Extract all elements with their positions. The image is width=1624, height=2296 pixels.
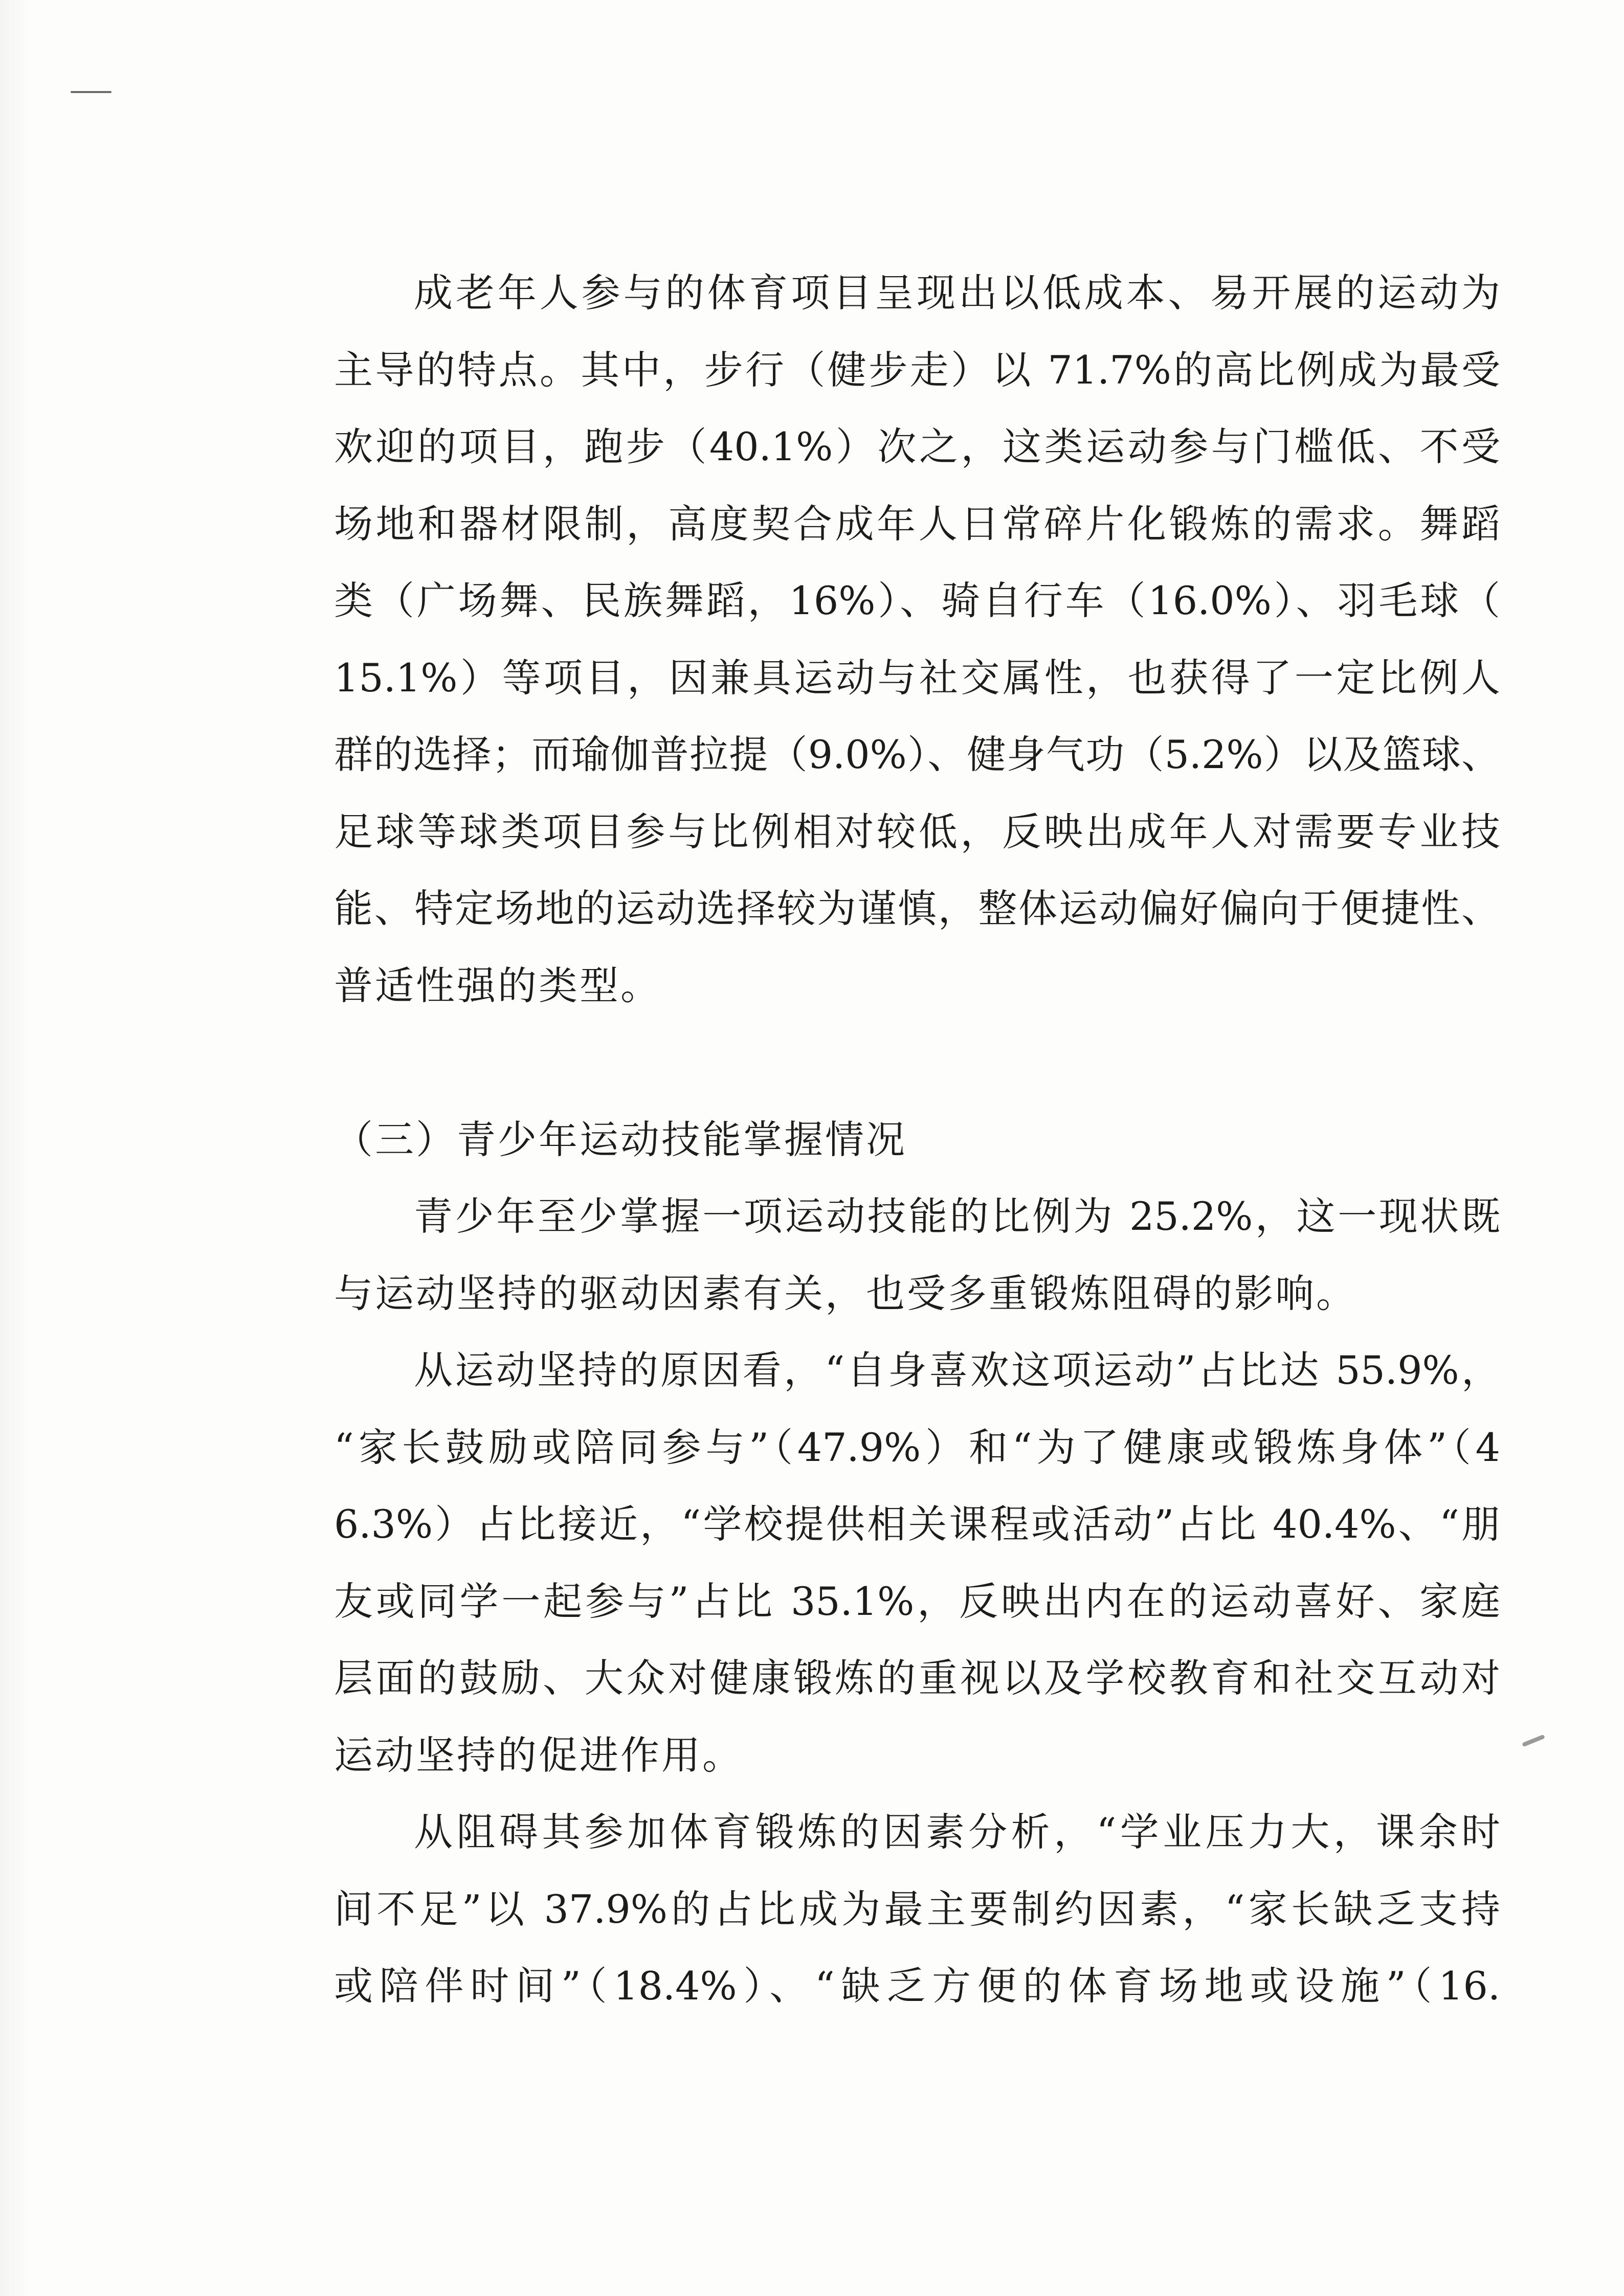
text-line: 成老年人参与的体育项目呈现出以低成本、易开展的运动为 <box>414 270 1500 316</box>
text-line: 层面的鼓励、大众对健康锻炼的重视以及学校教育和社交互动对 <box>334 1655 1500 1701</box>
text-line: 间不足”以 37.9%的占比成为最主要制约因素，“家长缺乏支持 <box>334 1886 1500 1932</box>
text-line: 场地和器材限制，高度契合成年人日常碎片化锻炼的需求。舞蹈 <box>334 501 1500 547</box>
paragraph-barriers <box>334 1794 1500 2025</box>
text-line: 15.1%）等项目，因兼具运动与社交属性，也获得了一定比例人 <box>334 655 1500 701</box>
scan-edge-shadow <box>0 0 31 2296</box>
text-line: 主导的特点。其中，步行（健步走）以 71.7%的高比例成为最受 <box>334 347 1500 393</box>
paragraph-adult-sports <box>334 255 1500 1024</box>
text-line: 从阻碍其参加体育锻炼的因素分析，“学业压力大，课余时 <box>414 1809 1500 1855</box>
text-line: 群的选择；而瑜伽普拉提（9.0%）、健身气功（5.2%）以及篮球、 <box>334 732 1500 777</box>
scan-mark-top-left <box>71 91 112 93</box>
text-line: 从运动坚持的原因看，“自身喜欢这项运动”占比达 55.9%， <box>414 1347 1500 1393</box>
text-line: 欢迎的项目，跑步（40.1%）次之，这类运动参与门槛低、不受 <box>334 424 1500 469</box>
text-line: 足球等球类项目参与比例相对较低，反映出成年人对需要专业技 <box>334 808 1500 854</box>
text-line: 类（广场舞、民族舞蹈，16%）、骑自行车（16.0%）、羽毛球（ <box>334 578 1500 623</box>
scan-mark-right <box>1522 1735 1545 1747</box>
section-heading: （三）青少年运动技能掌握情况 <box>334 1116 907 1162</box>
body-text <box>334 255 1500 2025</box>
text-line: “家长鼓励或陪同参与”（47.9%）和“为了健康或锻炼身体”（4 <box>334 1424 1500 1470</box>
text-line: 或陪伴时间”（18.4%）、“缺乏方便的体育场地或设施”（16. <box>334 1963 1500 2009</box>
text-line: 运动坚持的促进作用。 <box>334 1732 743 1778</box>
text-line: 能、特定场地的运动选择较为谨慎，整体运动偏好偏向于便捷性、 <box>334 886 1500 931</box>
paragraph-persistence-reasons <box>334 1332 1500 1794</box>
text-line: 与运动坚持的驱动因素有关，也受多重锻炼阻碍的影响。 <box>334 1270 1357 1316</box>
text-line: 友或同学一起参与”占比 35.1%，反映出内在的运动喜好、家庭 <box>334 1578 1500 1624</box>
text-line: 普适性强的类型。 <box>334 962 661 1008</box>
text-line: 青少年至少掌握一项运动技能的比例为 25.2%，这一现状既 <box>414 1194 1500 1239</box>
paragraph-youth-skills <box>334 1178 1500 1332</box>
text-line: 6.3%）占比接近，“学校提供相关课程或活动”占比 40.4%、“朋 <box>334 1501 1500 1547</box>
